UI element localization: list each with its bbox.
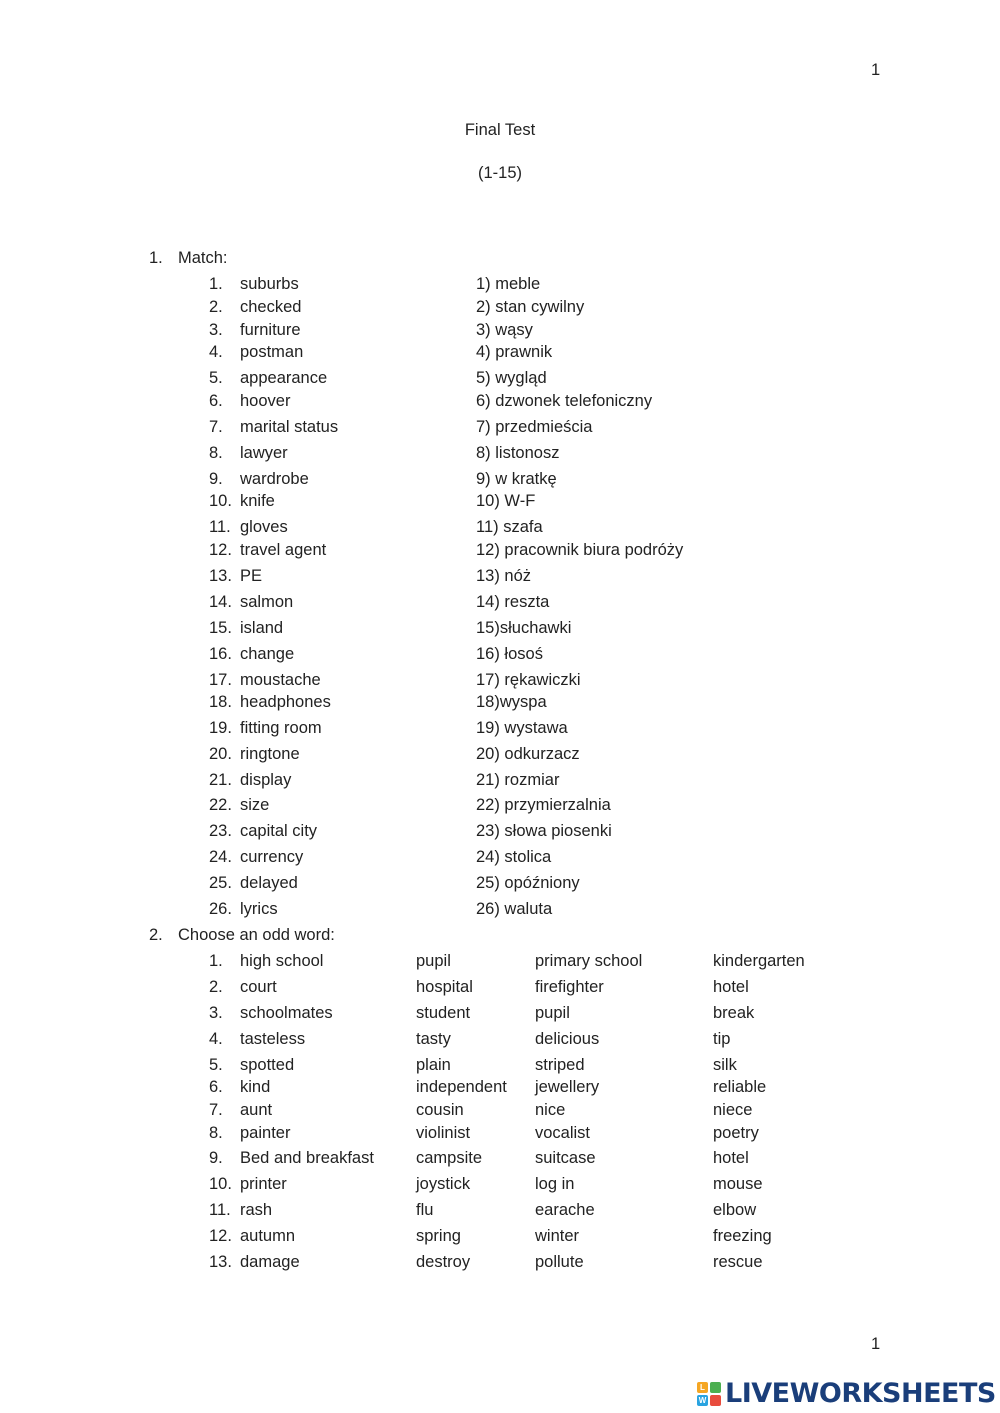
polish-translation: 4) prawnik bbox=[476, 343, 553, 361]
item-number: 2. bbox=[209, 298, 223, 316]
item-number: 3. bbox=[209, 321, 223, 339]
item-number: 9. bbox=[209, 1149, 223, 1167]
match-row bbox=[0, 873, 1000, 893]
word-option: jewellery bbox=[535, 1078, 600, 1096]
word-option: joystick bbox=[416, 1175, 471, 1193]
item-number: 11. bbox=[209, 1201, 231, 1219]
word-option: log in bbox=[535, 1175, 575, 1193]
polish-translation: 5) wygląd bbox=[476, 369, 547, 387]
word-option: damage bbox=[240, 1253, 300, 1271]
match-row bbox=[0, 443, 1000, 463]
word-option: earache bbox=[535, 1201, 595, 1219]
english-word: headphones bbox=[240, 693, 331, 711]
odd-word-row bbox=[0, 1252, 1000, 1272]
english-word: salmon bbox=[240, 593, 294, 611]
word-option: campsite bbox=[416, 1149, 483, 1167]
polish-translation: 10) W-F bbox=[476, 492, 536, 510]
logo-tile bbox=[710, 1395, 721, 1406]
item-number: 1. bbox=[209, 275, 223, 293]
word-option: elbow bbox=[713, 1201, 757, 1219]
logo-mark-icon bbox=[697, 1382, 721, 1406]
odd-word-row bbox=[0, 1029, 1000, 1049]
item-number: 8. bbox=[209, 1124, 223, 1142]
polish-translation: 21) rozmiar bbox=[476, 771, 560, 789]
match-row bbox=[0, 847, 1000, 867]
odd-word-row bbox=[0, 1226, 1000, 1246]
word-option: nice bbox=[535, 1101, 566, 1119]
english-word: delayed bbox=[240, 874, 298, 892]
polish-translation: 18)wyspa bbox=[476, 693, 547, 711]
english-word: change bbox=[240, 645, 295, 663]
section-2-title: Choose an odd word: bbox=[178, 926, 335, 944]
item-number: 7. bbox=[209, 1101, 223, 1119]
odd-word-row bbox=[0, 1003, 1000, 1023]
test-subtitle: (1-15) bbox=[477, 164, 522, 182]
item-number: 11. bbox=[209, 518, 231, 536]
word-option: printer bbox=[240, 1175, 287, 1193]
word-option: hospital bbox=[416, 978, 473, 996]
logo-tile bbox=[710, 1382, 721, 1393]
match-row bbox=[0, 644, 1000, 664]
odd-word-row bbox=[0, 1055, 1000, 1075]
english-word: checked bbox=[240, 298, 302, 316]
english-word: fitting room bbox=[240, 719, 322, 737]
word-option: Bed and breakfast bbox=[240, 1149, 374, 1167]
word-option: kindergarten bbox=[713, 952, 805, 970]
liveworksheets-logo bbox=[697, 1378, 996, 1410]
odd-word-row bbox=[0, 1100, 1000, 1120]
match-row bbox=[0, 417, 1000, 437]
logo-tile: L bbox=[697, 1382, 708, 1393]
english-word: lyrics bbox=[240, 900, 278, 918]
word-option: pupil bbox=[416, 952, 451, 970]
section-1-number: 1. bbox=[149, 249, 163, 267]
item-number: 6. bbox=[209, 1078, 223, 1096]
word-option: violinist bbox=[416, 1124, 471, 1142]
item-number: 3. bbox=[209, 1004, 223, 1022]
match-row bbox=[0, 692, 1000, 712]
word-option: cousin bbox=[416, 1101, 464, 1119]
match-row bbox=[0, 770, 1000, 790]
word-option: firefighter bbox=[535, 978, 604, 996]
item-number: 10. bbox=[209, 1175, 232, 1193]
section-1-title: Match: bbox=[178, 249, 228, 267]
english-word: gloves bbox=[240, 518, 288, 536]
polish-translation: 13) nóż bbox=[476, 567, 532, 585]
polish-translation: 16) łosoś bbox=[476, 645, 543, 663]
item-number: 14. bbox=[209, 593, 232, 611]
match-row bbox=[0, 469, 1000, 489]
word-option: striped bbox=[535, 1056, 585, 1074]
polish-translation: 20) odkurzacz bbox=[476, 745, 580, 763]
english-word: postman bbox=[240, 343, 304, 361]
word-option: reliable bbox=[713, 1078, 767, 1096]
english-word: furniture bbox=[240, 321, 301, 339]
item-number: 8. bbox=[209, 444, 223, 462]
polish-translation: 3) wąsy bbox=[476, 321, 533, 339]
item-number: 1. bbox=[209, 952, 223, 970]
item-number: 12. bbox=[209, 1227, 232, 1245]
odd-word-row bbox=[0, 1174, 1000, 1194]
item-number: 25. bbox=[209, 874, 232, 892]
word-option: destroy bbox=[416, 1253, 471, 1271]
polish-translation: 8) listonosz bbox=[476, 444, 560, 462]
word-option: winter bbox=[535, 1227, 580, 1245]
english-word: suburbs bbox=[240, 275, 299, 293]
english-word: wardrobe bbox=[240, 470, 309, 488]
word-option: silk bbox=[713, 1056, 737, 1074]
polish-translation: 7) przedmieścia bbox=[476, 418, 593, 436]
english-word: capital city bbox=[240, 822, 318, 840]
word-option: pupil bbox=[535, 1004, 570, 1022]
word-option: schoolmates bbox=[240, 1004, 333, 1022]
english-word: currency bbox=[240, 848, 304, 866]
english-word: lawyer bbox=[240, 444, 288, 462]
word-option: spring bbox=[416, 1227, 461, 1245]
english-word: display bbox=[240, 771, 292, 789]
item-number: 20. bbox=[209, 745, 232, 763]
item-number: 9. bbox=[209, 470, 223, 488]
polish-translation: 22) przymierzalnia bbox=[476, 796, 611, 814]
word-option: pollute bbox=[535, 1253, 584, 1271]
english-word: marital status bbox=[240, 418, 339, 436]
odd-word-row bbox=[0, 1123, 1000, 1143]
odd-word-row bbox=[0, 977, 1000, 997]
word-option: rescue bbox=[713, 1253, 763, 1271]
test-title: Final Test bbox=[464, 121, 536, 139]
match-row bbox=[0, 821, 1000, 841]
polish-translation: 25) opóźniony bbox=[476, 874, 580, 892]
english-word: island bbox=[240, 619, 284, 637]
word-option: vocalist bbox=[535, 1124, 591, 1142]
match-row bbox=[0, 618, 1000, 638]
item-number: 16. bbox=[209, 645, 232, 663]
page-number-top: 1 bbox=[871, 61, 881, 79]
english-word: travel agent bbox=[240, 541, 327, 559]
section-2-number: 2. bbox=[149, 926, 163, 944]
word-option: flu bbox=[416, 1201, 434, 1219]
match-row bbox=[0, 491, 1000, 511]
word-option: student bbox=[416, 1004, 471, 1022]
word-option: niece bbox=[713, 1101, 753, 1119]
english-word: PE bbox=[240, 567, 263, 585]
item-number: 26. bbox=[209, 900, 232, 918]
match-row bbox=[0, 744, 1000, 764]
polish-translation: 26) waluta bbox=[476, 900, 553, 918]
english-word: ringtone bbox=[240, 745, 300, 763]
match-row bbox=[0, 320, 1000, 340]
polish-translation: 6) dzwonek telefoniczny bbox=[476, 392, 653, 410]
match-row bbox=[0, 274, 1000, 294]
match-row bbox=[0, 899, 1000, 919]
polish-translation: 19) wystawa bbox=[476, 719, 568, 737]
word-option: delicious bbox=[535, 1030, 600, 1048]
item-number: 19. bbox=[209, 719, 232, 737]
word-option: suitcase bbox=[535, 1149, 596, 1167]
item-number: 22. bbox=[209, 796, 232, 814]
word-option: hotel bbox=[713, 978, 749, 996]
item-number: 6. bbox=[209, 392, 223, 410]
item-number: 4. bbox=[209, 1030, 223, 1048]
odd-word-row bbox=[0, 951, 1000, 971]
odd-word-row bbox=[0, 1077, 1000, 1097]
page-number-bottom: 1 bbox=[871, 1335, 881, 1353]
match-row bbox=[0, 297, 1000, 317]
polish-translation: 12) pracownik biura podróży bbox=[476, 541, 684, 559]
item-number: 13. bbox=[209, 567, 232, 585]
polish-translation: 24) stolica bbox=[476, 848, 552, 866]
logo-tile: W bbox=[698, 1396, 707, 1405]
match-row bbox=[0, 368, 1000, 388]
item-number: 2. bbox=[209, 978, 223, 996]
word-option: court bbox=[240, 978, 277, 996]
item-number: 23. bbox=[209, 822, 232, 840]
item-number: 5. bbox=[209, 369, 223, 387]
polish-translation: 17) rękawiczki bbox=[476, 671, 581, 689]
item-number: 4. bbox=[209, 343, 223, 361]
odd-word-row bbox=[0, 1148, 1000, 1168]
english-word: hoover bbox=[240, 392, 291, 410]
logo-text: LIVEWORKSHEETS bbox=[725, 1378, 996, 1409]
word-option: kind bbox=[240, 1078, 271, 1096]
item-number: 12. bbox=[209, 541, 232, 559]
word-option: break bbox=[713, 1004, 755, 1022]
item-number: 17. bbox=[209, 671, 232, 689]
word-option: aunt bbox=[240, 1101, 273, 1119]
word-option: poetry bbox=[713, 1124, 759, 1142]
polish-translation: 2) stan cywilny bbox=[476, 298, 585, 316]
english-word: knife bbox=[240, 492, 275, 510]
word-option: high school bbox=[240, 952, 324, 970]
english-word: moustache bbox=[240, 671, 321, 689]
match-row bbox=[0, 795, 1000, 815]
match-row bbox=[0, 342, 1000, 362]
word-option: autumn bbox=[240, 1227, 296, 1245]
polish-translation: 15)słuchawki bbox=[476, 619, 572, 637]
word-option: painter bbox=[240, 1124, 291, 1142]
polish-translation: 9) w kratkę bbox=[476, 470, 557, 488]
word-option: tasty bbox=[416, 1030, 451, 1048]
item-number: 21. bbox=[209, 771, 232, 789]
word-option: freezing bbox=[713, 1227, 772, 1245]
item-number: 18. bbox=[209, 693, 232, 711]
english-word: appearance bbox=[240, 369, 328, 387]
match-row bbox=[0, 566, 1000, 586]
polish-translation: 23) słowa piosenki bbox=[476, 822, 612, 840]
odd-word-row bbox=[0, 1200, 1000, 1220]
word-option: mouse bbox=[713, 1175, 763, 1193]
word-option: plain bbox=[416, 1056, 451, 1074]
english-word: size bbox=[240, 796, 270, 814]
item-number: 10. bbox=[209, 492, 232, 510]
match-row bbox=[0, 670, 1000, 690]
word-option: hotel bbox=[713, 1149, 749, 1167]
word-option: tip bbox=[713, 1030, 731, 1048]
polish-translation: 1) meble bbox=[476, 275, 541, 293]
word-option: primary school bbox=[535, 952, 643, 970]
item-number: 15. bbox=[209, 619, 232, 637]
match-row bbox=[0, 540, 1000, 560]
word-option: rash bbox=[240, 1201, 273, 1219]
word-option: tasteless bbox=[240, 1030, 306, 1048]
match-row bbox=[0, 718, 1000, 738]
polish-translation: 14) reszta bbox=[476, 593, 550, 611]
polish-translation: 11) szafa bbox=[476, 518, 543, 536]
word-option: independent bbox=[416, 1078, 507, 1096]
match-row bbox=[0, 391, 1000, 411]
item-number: 24. bbox=[209, 848, 232, 866]
item-number: 13. bbox=[209, 1253, 232, 1271]
item-number: 5. bbox=[209, 1056, 223, 1074]
match-row bbox=[0, 517, 1000, 537]
match-row bbox=[0, 592, 1000, 612]
word-option: spotted bbox=[240, 1056, 295, 1074]
item-number: 7. bbox=[209, 418, 223, 436]
